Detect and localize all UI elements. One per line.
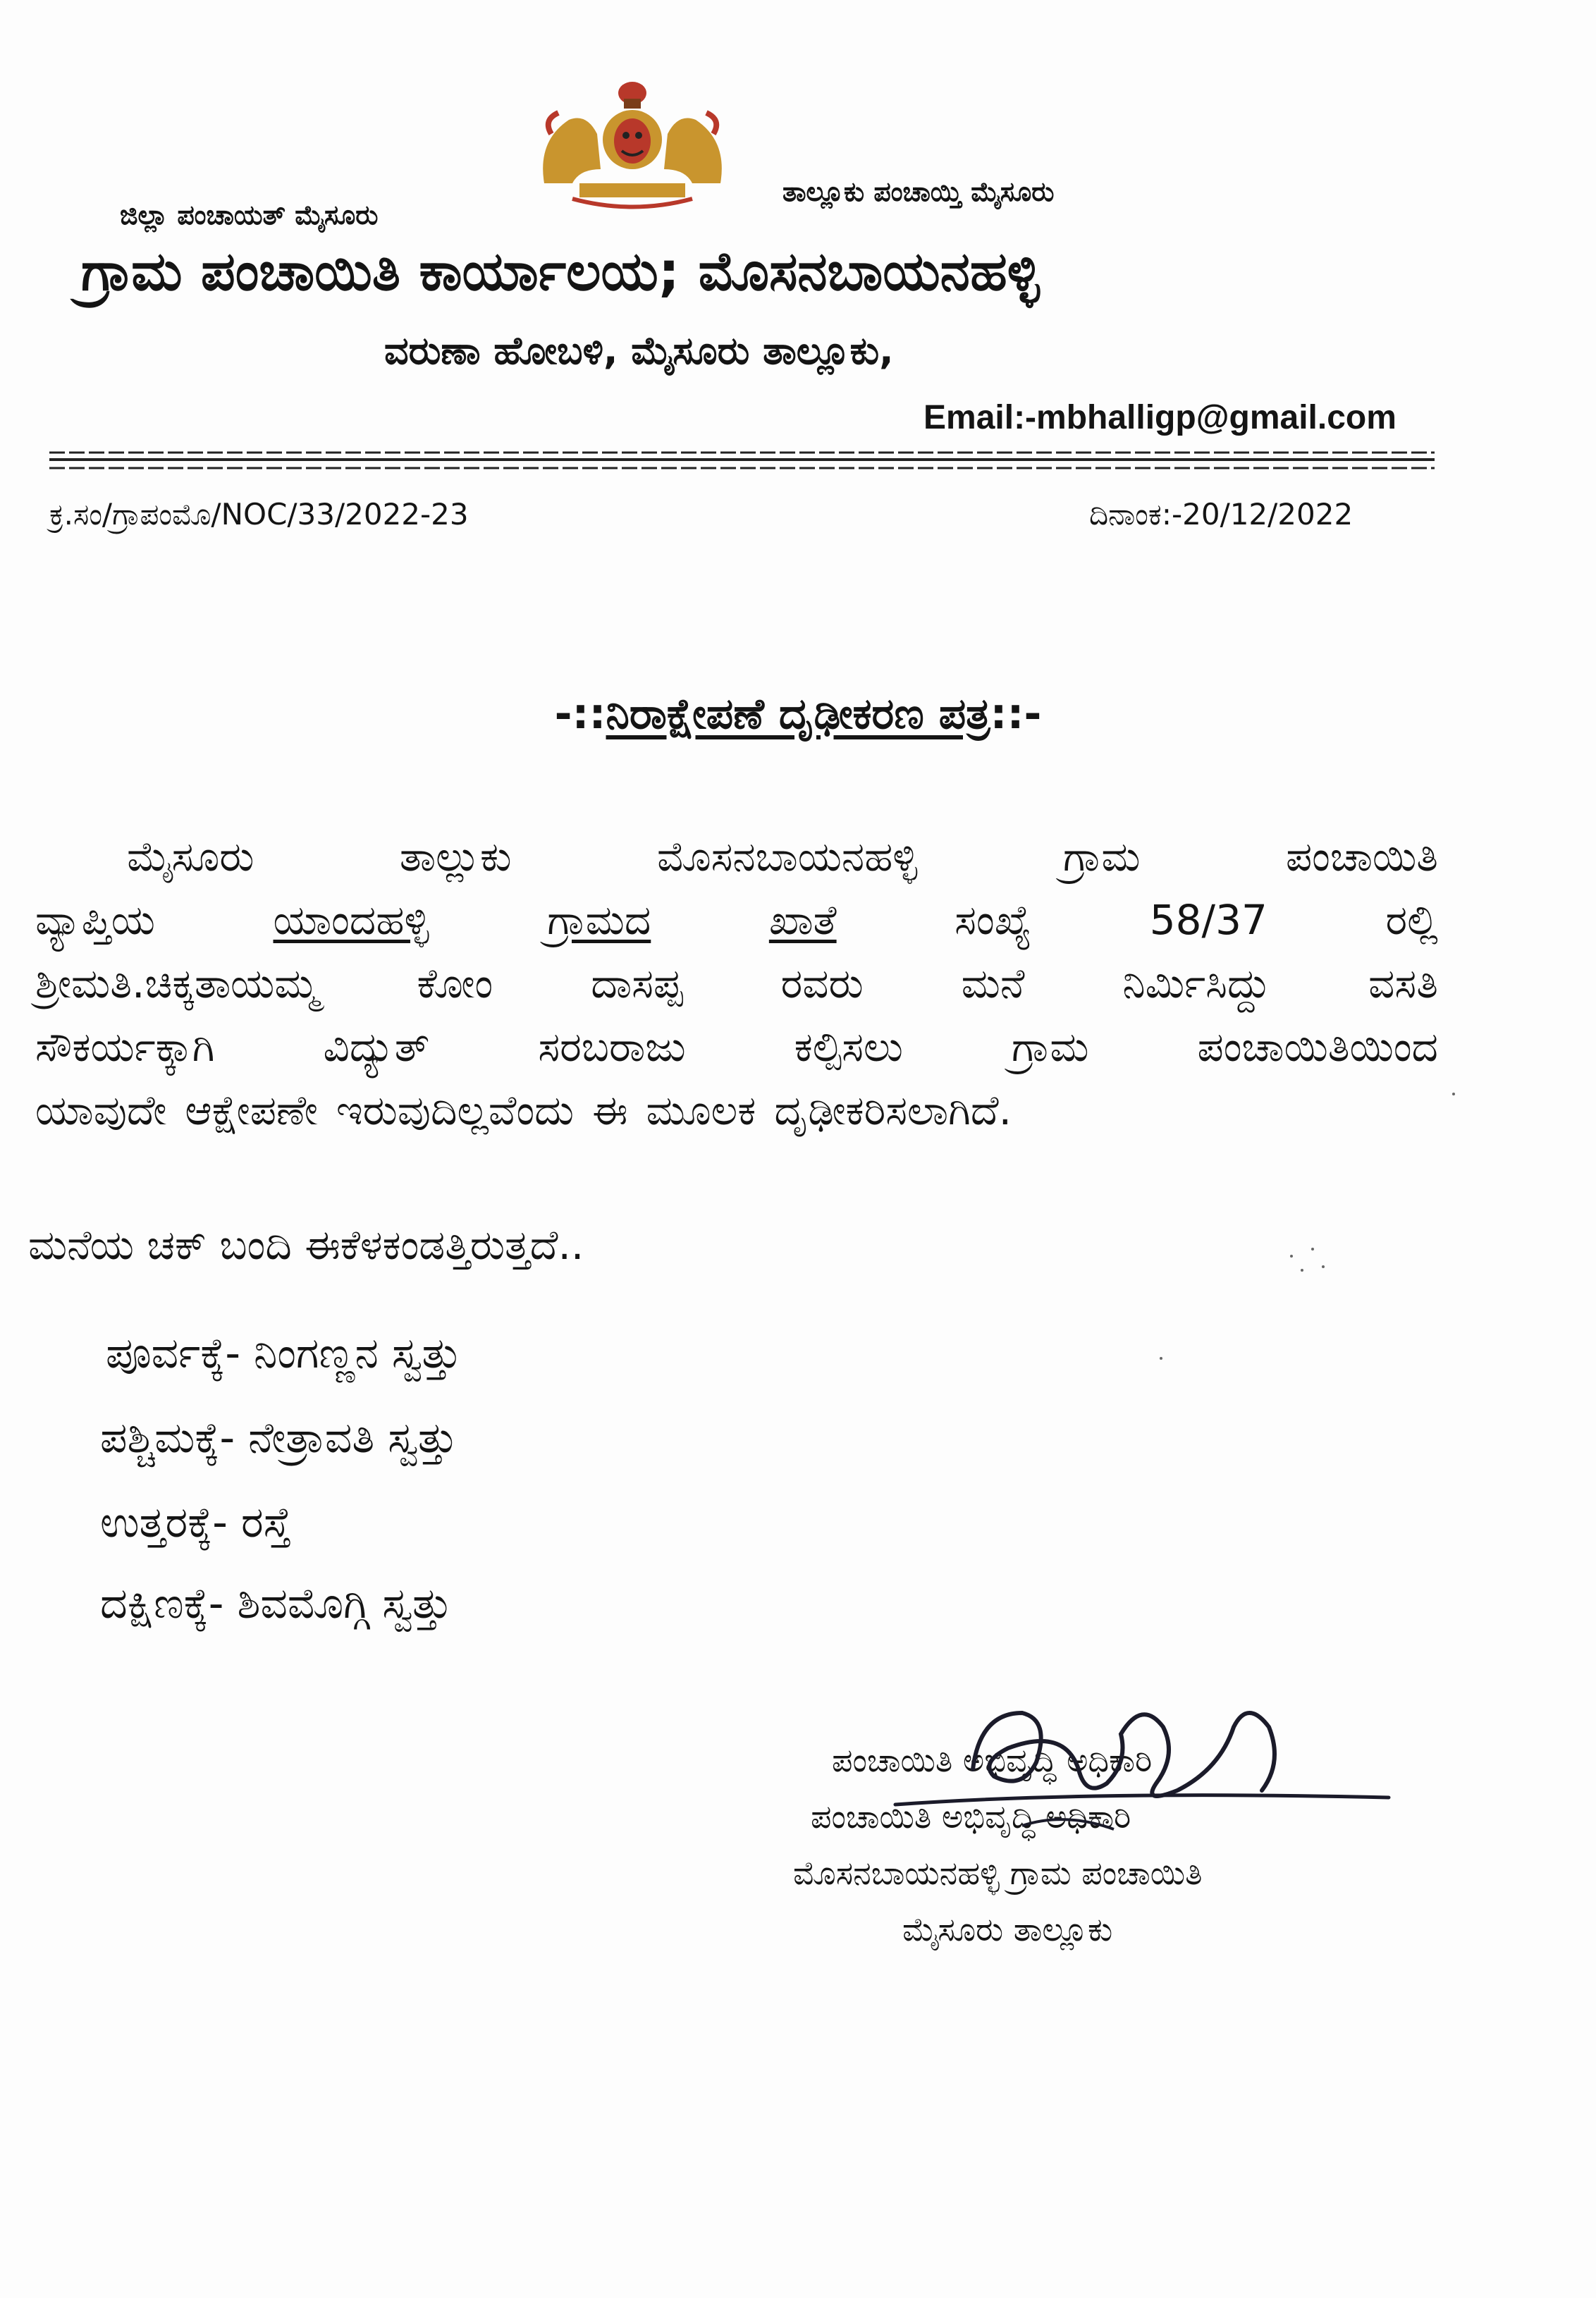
- body-word: ಮೂಲಕ: [646, 1086, 756, 1134]
- boundary-south: ದಕ್ಷಿಣಕ್ಕೆ- ಶಿವಮೊಗ್ಗಿ ಸ್ವತ್ತು: [100, 1579, 452, 1628]
- body-word: ತಾಲ್ಲುಕು: [399, 832, 512, 880]
- body-word: ಪಂಚಾಯಿತಿಯಿಂದ: [1197, 1023, 1438, 1071]
- body-word: ಮೊಸನಬಾಯನಹಳ್ಳಿ: [657, 832, 918, 880]
- title-prefix: -::: [554, 689, 606, 739]
- chakbandi-intro: ಮನೆಯ ಚಕ್ ಬಂದಿ ಈಕೆಳಕಂಡತ್ತಿರುತ್ತದೆ..: [28, 1221, 584, 1269]
- letter-date: ದಿನಾಂಕ:-20/12/2022: [1089, 497, 1353, 532]
- body-word: ಮನೆ: [961, 959, 1025, 1007]
- scan-speck: [1301, 1269, 1303, 1272]
- body-word: ಸೌಕರ್ಯಕ್ಕಾಗಿ: [35, 1023, 215, 1071]
- body-word: ಈ: [592, 1086, 628, 1134]
- body-word: ಸರಬರಾಜು: [538, 1023, 686, 1071]
- body-word: ಆಕ್ಷೇಪಣೇ: [185, 1086, 318, 1134]
- body-line-1: [35, 825, 1438, 888]
- body-word: ವ್ಯಾಪ್ತಿಯ: [35, 896, 155, 944]
- karnataka-state-emblem-icon: [530, 78, 735, 211]
- zilla-panchayat-label: ಜಿಲ್ಲಾ ಪಂಚಾಯತ್ ಮೈಸೂರು: [120, 199, 379, 231]
- boundary-north: ಉತ್ತರಕ್ಕೆ- ರಸ್ತೆ: [100, 1498, 292, 1547]
- scan-speck: [1290, 1255, 1293, 1258]
- reference-number: ಕ್ರ.ಸಂ/ಗ್ರಾಪಂಮೊ/NOC/33/2022-23: [49, 497, 469, 532]
- signatory-title-2: ಪಂಚಾಯಿತಿ ಅಭಿವೃದ್ಧಿ ಅಧಿಕಾರಿ: [811, 1798, 1131, 1836]
- body-word: ನಿರ್ಮಿಸಿದ್ದು: [1122, 959, 1271, 1007]
- body-paragraph: [35, 825, 1438, 1142]
- signatory-office: ಮೊಸನಬಾಯನಹಳ್ಳಿ ಗ್ರಾಮ ಪಂಚಾಯಿತಿ: [793, 1854, 1203, 1892]
- office-email: Email:-mbhalligp@gmail.com: [923, 399, 1396, 436]
- body-line-4: [35, 1015, 1438, 1079]
- body-word: ಮೈಸೂರು: [127, 832, 254, 880]
- body-word: ಕಲ್ಪಿಸಲು: [794, 1023, 903, 1071]
- body-word: ಗ್ರಾಮ: [1063, 832, 1141, 880]
- khata-number: 58/37: [1149, 896, 1267, 944]
- title-suffix: ::-: [990, 689, 1042, 739]
- title-text: ನಿರಾಕ್ಷೇಪಣೆ ದೃಢೀಕರಣ ಪತ್ರ: [606, 689, 990, 739]
- body-word: ವಿದ್ಯುತ್: [323, 1023, 430, 1071]
- document-title: [0, 689, 1596, 739]
- signatory-title-1: ಪಂಚಾಯಿತಿ ಅಭಿವೃದ್ಧಿ ಅಧಿಕಾರಿ: [832, 1741, 1153, 1779]
- body-word: ಪಂಚಾಯಿತಿ: [1286, 832, 1438, 880]
- body-word: ದೃಢೀಕರಿಸಲಾಗಿದೆ.: [774, 1086, 1012, 1134]
- body-line-3: [35, 952, 1438, 1015]
- owner-name: ಶ್ರೀಮತಿ.ಚಿಕ್ಕತಾಯಮ್ಮ: [35, 959, 319, 1007]
- village-name: ಯಾಂದಹಳ್ಳಿ: [273, 896, 429, 944]
- signatory-taluk: ಮೈಸೂರು ತಾಲ್ಲೂಕು: [902, 1910, 1113, 1948]
- scan-speck: [1311, 1248, 1314, 1251]
- scan-speck: [1322, 1265, 1325, 1268]
- body-word: ರಲ್ಲಿ: [1385, 896, 1438, 944]
- body-line-2: [35, 888, 1438, 952]
- hobli-address: ವರುಣಾ ಹೋಬಳಿ, ಮೈಸೂರು ತಾಲ್ಲೂಕು,: [384, 328, 894, 373]
- body-word: ಸಂಖ್ಯೆ: [954, 896, 1032, 944]
- body-line-5: [35, 1079, 1438, 1142]
- handwritten-signature-icon: [811, 1685, 1396, 1882]
- office-name-heading: ಗ್ರಾಮ ಪಂಚಾಯಿತಿ ಕಾರ್ಯಾಲಯ; ಮೊಸನಬಾಯನಹಳ್ಳಿ: [81, 240, 1040, 302]
- body-word: ಗ್ರಾಮ: [1011, 1023, 1089, 1071]
- body-word: ಗ್ರಾಮದ: [547, 896, 651, 944]
- scan-speck: [1452, 1093, 1455, 1095]
- body-word: ಖಾತೆ: [768, 896, 837, 944]
- body-word: ರವರು: [780, 959, 864, 1007]
- body-word: ಯಾವುದೇ: [35, 1086, 167, 1134]
- body-word: ಇರುವುದಿಲ್ಲವೆಂದು: [336, 1086, 575, 1134]
- body-word: ಕೋಂ: [417, 959, 493, 1007]
- boundary-east: ಪೂರ್ವಕ್ಕೆ- ನಿಂಗಣ್ಣನ ಸ್ವತ್ತು: [106, 1329, 462, 1378]
- header-divider: [49, 448, 1435, 484]
- taluk-panchayat-label: ತಾಲ್ಲೂಕು ಪಂಚಾಯ್ತಿ ಮೈಸೂರು: [782, 176, 1055, 207]
- scan-speck: [1160, 1357, 1162, 1360]
- body-word: ವಸತಿ: [1368, 959, 1438, 1007]
- boundary-west: ಪಶ್ಚಿಮಕ್ಕೆ- ನೇತ್ರಾವತಿ ಸ್ವತ್ತು: [100, 1413, 458, 1463]
- body-word: ದಾಸಪ್ಪ: [591, 959, 683, 1007]
